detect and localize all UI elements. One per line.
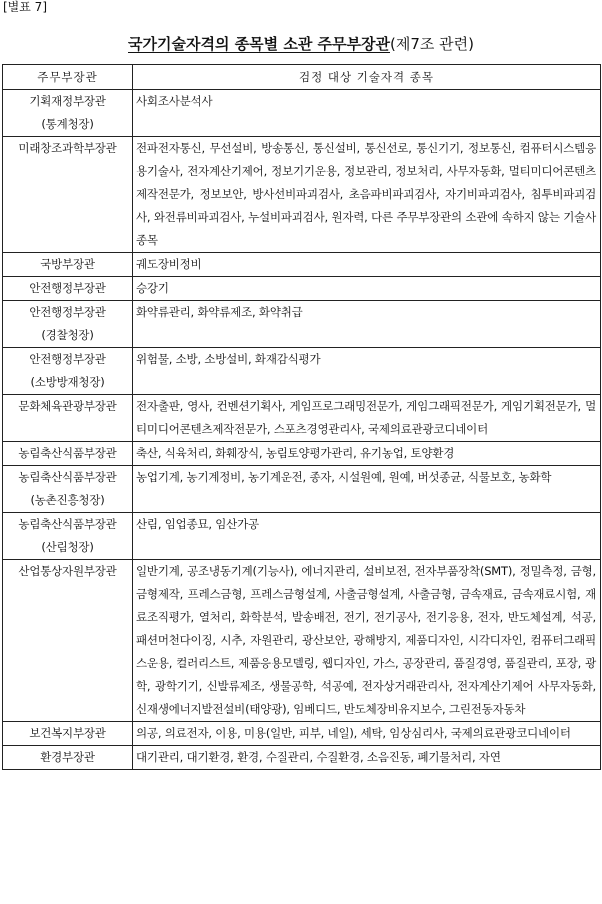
table-row (3, 442, 601, 466)
ministry-name: 안전행정부장관 (29, 281, 106, 295)
ministry-cell (3, 746, 133, 770)
table-row (3, 513, 601, 560)
ministry-name: 산업통상자원부장관 (18, 564, 117, 578)
qualification-items: 사회조사분석사 (133, 90, 601, 137)
ministry-name: 국방부장관 (40, 257, 95, 271)
table-header-row (3, 65, 601, 90)
qualification-items: 궤도장비정비 (133, 253, 601, 277)
ministry-name: 안전행정부장관 (29, 352, 106, 366)
agency-name: (산림청장) (41, 540, 94, 554)
ministry-name: 미래창조과학부장관 (18, 141, 117, 155)
ministry-name: 안전행정부장관 (29, 305, 106, 319)
qualification-items: 산림, 임업종묘, 임산가공 (133, 513, 601, 560)
header-ministry: 주무부장관 (3, 65, 133, 90)
qualification-items: 승강기 (133, 277, 601, 301)
agency-name: (농촌진흥청장) (30, 493, 105, 507)
ministry-name: 환경부장관 (40, 750, 95, 764)
table-body (3, 90, 601, 770)
ministry-cell (3, 277, 133, 301)
table-row (3, 722, 601, 746)
table-row (3, 466, 601, 513)
agency-name: (통계청장) (41, 117, 94, 131)
ministry-name: 농림축산식품부장관 (18, 470, 117, 484)
qualification-items: 전파전자통신, 무선설비, 방송통신, 통신설비, 통신선로, 통신기기, 정보통신, 컴퓨터시스템응용기술사, 전자계산기제어, 정보기기운용, 정보관리, 정보처리, 사무자동화, 멀티미디어콘텐츠제작전문가, 정보보안, 방사선비파괴검사, 초음파비파괴검사, 자기비파괴검사, 침투비파괴검사, 와전류비파괴검사, 누설비파괴검사, 원자력, 다른 주무부장관의 소관에 속하지 않는 기술사 종목 (133, 137, 601, 253)
qualification-items: 화약류관리, 화약류제조, 화약취급 (133, 301, 601, 348)
ministry-cell (3, 395, 133, 442)
qualification-items: 위험물, 소방, 소방설비, 화재감식평가 (133, 348, 601, 395)
ministry-cell (3, 348, 133, 395)
qualification-items: 축산, 식육처리, 화훼장식, 농림토양평가관리, 유기농업, 토양환경 (133, 442, 601, 466)
ministry-cell (3, 466, 133, 513)
ministry-cell (3, 513, 133, 560)
table-row (3, 560, 601, 722)
table-row (3, 746, 601, 770)
table-row (3, 137, 601, 253)
ministry-cell (3, 90, 133, 137)
table-row (3, 253, 601, 277)
agency-name: (소방방재청장) (30, 375, 105, 389)
qualification-items: 농업기계, 농기계정비, 농기계운전, 종자, 시설원예, 원예, 버섯종균, 식물보호, 농화학 (133, 466, 601, 513)
qualification-items: 대기관리, 대기환경, 환경, 수질관리, 수질환경, 소음진동, 폐기물처리, 자연 (133, 746, 601, 770)
ministry-name: 문화체육관광부장관 (18, 399, 117, 413)
ministry-name: 보건복지부장관 (29, 726, 106, 740)
table-row (3, 348, 601, 395)
page-title (0, 34, 602, 54)
ministry-name: 농림축산식품부장관 (18, 446, 117, 460)
title-main: 국가기술자격의 종목별 소관 주무부장관 (128, 35, 390, 53)
ministry-cell (3, 442, 133, 466)
title-sub: (제7조 관련) (390, 35, 474, 53)
header-items: 검정 대상 기술자격 종목 (133, 65, 601, 90)
ministry-name: 기획재정부장관 (29, 94, 106, 108)
qualification-items: 전자출판, 영사, 컨벤션기획사, 게임프로그래밍전문가, 게임그래픽전문가, 게임기획전문가, 멀티미디어콘텐츠제작전문가, 스포츠경영관리사, 국제의료관광코디네이터 (133, 395, 601, 442)
agency-name: (경찰청장) (41, 328, 94, 342)
ministry-cell (3, 137, 133, 253)
table-row (3, 277, 601, 301)
ministry-name: 농림축산식품부장관 (18, 517, 117, 531)
qualification-items: 일반기계, 공조냉동기계(기능사), 에너지관리, 설비보전, 전자부품장착(SMT), 정밀측정, 금형, 금형제작, 프레스금형, 프레스금형설계, 사출금형설계, 사출금형, 금속재료, 금속재료시험, 재료조직평가, 열처리, 화학분석, 발송배전, 전기, 전기공사, 전기응용, 전자, 반도체설계, 석공, 패션머천다이징, 시추, 자원관리, 광산보안, 광해방지, 제품디자인, 시각디자인, 컴퓨터그래픽스운용, 컬러리스트, 제품응용모델링, 웹디자인, 가스, 공장관리, 품질경영, 품질관리, 포장, 광학, 광학기기, 신발류제조, 생물공학, 석공예, 전자상거래관리사, 전자계산기제어 사무자동화, 신재생에너지발전설비(태양광), 임베디드, 반도체장비유지보수, 그린전동자동차 (133, 560, 601, 722)
ministry-cell (3, 301, 133, 348)
table-row (3, 301, 601, 348)
qualification-items: 의공, 의료전자, 이용, 미용(일반, 피부, 네일), 세탁, 임상심리사, 국제의료관광코디네이터 (133, 722, 601, 746)
annex-label: [별표 7] (3, 0, 47, 14)
ministry-cell (3, 560, 133, 722)
ministry-cell (3, 722, 133, 746)
ministry-table (2, 64, 601, 770)
ministry-cell (3, 253, 133, 277)
table-row (3, 90, 601, 137)
table-row (3, 395, 601, 442)
